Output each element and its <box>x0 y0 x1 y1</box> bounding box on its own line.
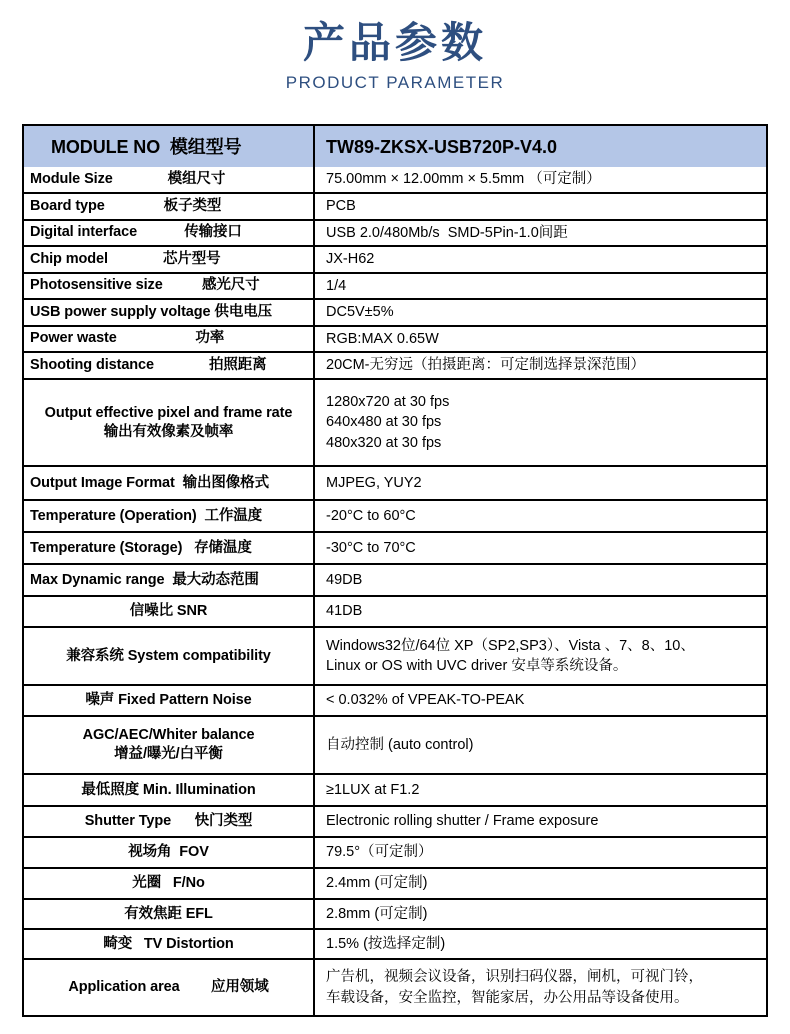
spec-value-line: -30°C to 70°C <box>326 539 416 556</box>
spec-table-body <box>24 167 766 1015</box>
spec-value-cell <box>315 565 766 595</box>
table-header-label-cell: MODULE NO 模组型号 <box>24 126 315 167</box>
table-header-row <box>24 126 766 167</box>
spec-label-cell <box>24 838 315 867</box>
spec-value-line: 640x480 at 30 fps <box>326 414 442 431</box>
spec-label-cell <box>24 628 315 684</box>
spec-value-line: MJPEG, YUY2 <box>326 474 422 491</box>
spec-value-line: 2.4mm (可定制) <box>326 875 428 892</box>
table-row <box>24 272 766 299</box>
spec-value-cell <box>315 597 766 626</box>
title-block <box>0 0 790 95</box>
spec-value-cell <box>315 533 766 563</box>
table-row <box>24 928 766 958</box>
spec-value-line: 1280x720 at 30 fps <box>326 393 450 410</box>
spec-value-cell <box>315 194 766 219</box>
spec-label-cell <box>24 274 315 299</box>
spec-value-cell <box>315 930 766 958</box>
table-row <box>24 715 766 773</box>
table-row <box>24 684 766 715</box>
table-row <box>24 867 766 898</box>
spec-value-line: 480x320 at 30 fps <box>326 434 442 451</box>
spec-value-cell <box>315 467 766 499</box>
spec-label-cell <box>24 686 315 715</box>
table-row <box>24 499 766 531</box>
table-row <box>24 805 766 836</box>
spec-label-cell <box>24 717 315 773</box>
table-row <box>24 958 766 1015</box>
spec-value-line: 自动控制 (auto control) <box>326 736 474 753</box>
table-row <box>24 626 766 684</box>
spec-value-cell <box>315 900 766 928</box>
spec-label-line: USB power supply voltage 供电电压 <box>30 303 273 320</box>
spec-value-line: Windows32位/64位 XP（SP2,SP3）、Vista 、7、8、10、 <box>326 637 695 654</box>
spec-label-cell <box>24 467 315 499</box>
spec-label-cell <box>24 501 315 531</box>
spec-value-cell <box>315 274 766 299</box>
spec-value-cell <box>315 775 766 805</box>
spec-label-cell <box>24 597 315 626</box>
spec-label-cell <box>24 194 315 219</box>
spec-value-cell <box>315 247 766 272</box>
page-title: 产品参数 <box>302 19 487 66</box>
spec-value-line: 广告机，视频会议设备，识别扫码仪器，闸机，可视门铃， <box>326 969 703 985</box>
spec-label-cell <box>24 900 315 928</box>
spec-label-cell <box>24 247 315 272</box>
spec-label-line: 畸变 TV Distortion <box>103 935 234 952</box>
spec-label-cell <box>24 380 315 465</box>
spec-value-line: 79.5°（可定制） <box>326 844 433 861</box>
spec-value-line: Linux or OS with UVC driver 安卓等系统设备。 <box>326 658 628 674</box>
spec-table <box>22 124 768 1017</box>
spec-label-line: Output Image Format 输出图像格式 <box>30 474 269 491</box>
spec-value-line: ≥1LUX at F1.2 <box>326 781 420 798</box>
table-row <box>24 351 766 378</box>
spec-value-line: 20CM-无穷远（拍摄距离：可定制选择景深范围） <box>326 357 646 374</box>
spec-value-line: 1/4 <box>326 277 347 294</box>
spec-value-cell <box>315 869 766 898</box>
spec-label-line: 兼容系统 System compatibility <box>66 647 271 664</box>
table-row <box>24 245 766 272</box>
spec-label-line: Digital interface 传输接口 <box>30 224 242 241</box>
spec-value-line: DC5V±5% <box>326 304 394 320</box>
table-row <box>24 595 766 626</box>
spec-label-cell <box>24 300 315 325</box>
table-row <box>24 192 766 219</box>
spec-label-line: Chip model 芯片型号 <box>30 250 221 267</box>
page-subtitle: PRODUCT PARAMETER <box>285 73 505 92</box>
spec-value-cell <box>315 960 766 1015</box>
spec-label-line: 有效焦距 EFL <box>124 905 213 922</box>
spec-label-line: Temperature (Storage) 存储温度 <box>30 539 252 556</box>
spec-label-line: 信噪比 SNR <box>129 603 208 619</box>
spec-value-line: 1.5% (按选择定制) <box>326 935 446 952</box>
spec-label-line: 输出有效像素及帧率 <box>103 423 234 440</box>
spec-value-line: 41DB <box>326 603 363 620</box>
spec-value-cell <box>315 717 766 773</box>
spec-label-cell <box>24 353 315 378</box>
spec-label-line: Output effective pixel and frame rate <box>44 404 293 421</box>
table-row <box>24 773 766 805</box>
spec-value-cell <box>315 380 766 465</box>
spec-value-line: USB 2.0/480Mb/s SMD-5Pin-1.0间距 <box>326 224 568 241</box>
spec-label-line: Application area 应用领域 <box>68 979 269 995</box>
table-row <box>24 325 766 352</box>
spec-label-line: Board type 板子类型 <box>30 197 222 214</box>
spec-label-line: Shooting distance 拍照距离 <box>30 357 267 373</box>
table-header-value-cell: TW89-ZKSX-USB720P-V4.0 <box>326 136 558 157</box>
spec-label-cell <box>24 533 315 563</box>
spec-value-cell <box>315 807 766 836</box>
spec-value-cell <box>315 838 766 867</box>
spec-label-line: 最低照度 Min. Illumination <box>81 781 256 798</box>
spec-value-line: RGB:MAX 0.65W <box>326 330 439 347</box>
spec-value-cell <box>315 628 766 684</box>
spec-value-cell <box>315 353 766 378</box>
table-row <box>24 219 766 246</box>
table-row <box>24 898 766 928</box>
spec-value-line: 2.8mm (可定制) <box>326 905 428 922</box>
spec-value-cell <box>315 501 766 531</box>
spec-label-cell <box>24 869 315 898</box>
spec-value-cell <box>315 221 766 246</box>
spec-label-cell <box>24 167 315 192</box>
spec-label-cell <box>24 960 315 1015</box>
spec-label-cell <box>24 775 315 805</box>
spec-value-line: 75.00mm × 12.00mm × 5.5mm （可定制） <box>326 171 601 188</box>
spec-value-cell <box>315 327 766 352</box>
spec-label-line: Shutter Type 快门类型 <box>84 813 253 829</box>
spec-value-line: PCB <box>326 198 356 214</box>
spec-label-line: 噪声 Fixed Pattern Noise <box>85 692 252 708</box>
spec-label-cell <box>24 807 315 836</box>
spec-value-cell <box>315 300 766 325</box>
spec-label-cell <box>24 327 315 352</box>
table-row <box>24 836 766 867</box>
spec-label-line: AGC/AEC/Whiter balance <box>82 727 255 743</box>
table-row <box>24 563 766 595</box>
table-row <box>24 298 766 325</box>
spec-value-line: 49DB <box>326 571 363 588</box>
spec-label-cell <box>24 565 315 595</box>
spec-label-line: Power waste 功率 <box>30 330 225 347</box>
spec-label-line: 增益/曝光/白平衡 <box>114 746 223 762</box>
spec-value-line: 车载设备，安全监控，智能家居，办公用品等设备使用。 <box>326 989 689 1006</box>
spec-label-line: Photosensitive size 感光尺寸 <box>30 277 260 294</box>
spec-value-cell <box>315 686 766 715</box>
spec-value-line: JX-H62 <box>326 251 375 267</box>
spec-label-line: 光圈 F/No <box>132 875 205 891</box>
spec-label-cell <box>24 221 315 246</box>
spec-label-cell <box>24 930 315 958</box>
table-row <box>24 378 766 465</box>
spec-label-line: Temperature (Operation) 工作温度 <box>30 507 263 524</box>
spec-label-line: Module Size 模组尺寸 <box>30 171 226 187</box>
spec-label-line: Max Dynamic range 最大动态范围 <box>30 571 259 588</box>
spec-value-cell <box>315 167 766 192</box>
table-row <box>24 465 766 499</box>
table-row <box>24 167 766 192</box>
spec-value-line: Electronic rolling shutter / Frame exposure <box>326 813 599 830</box>
spec-label-line: 视场角 FOV <box>128 844 209 860</box>
spec-value-line: < 0.032% of VPEAK-TO-PEAK <box>326 692 525 709</box>
spec-value-line: -20°C to 60°C <box>326 507 416 524</box>
table-row <box>24 531 766 563</box>
